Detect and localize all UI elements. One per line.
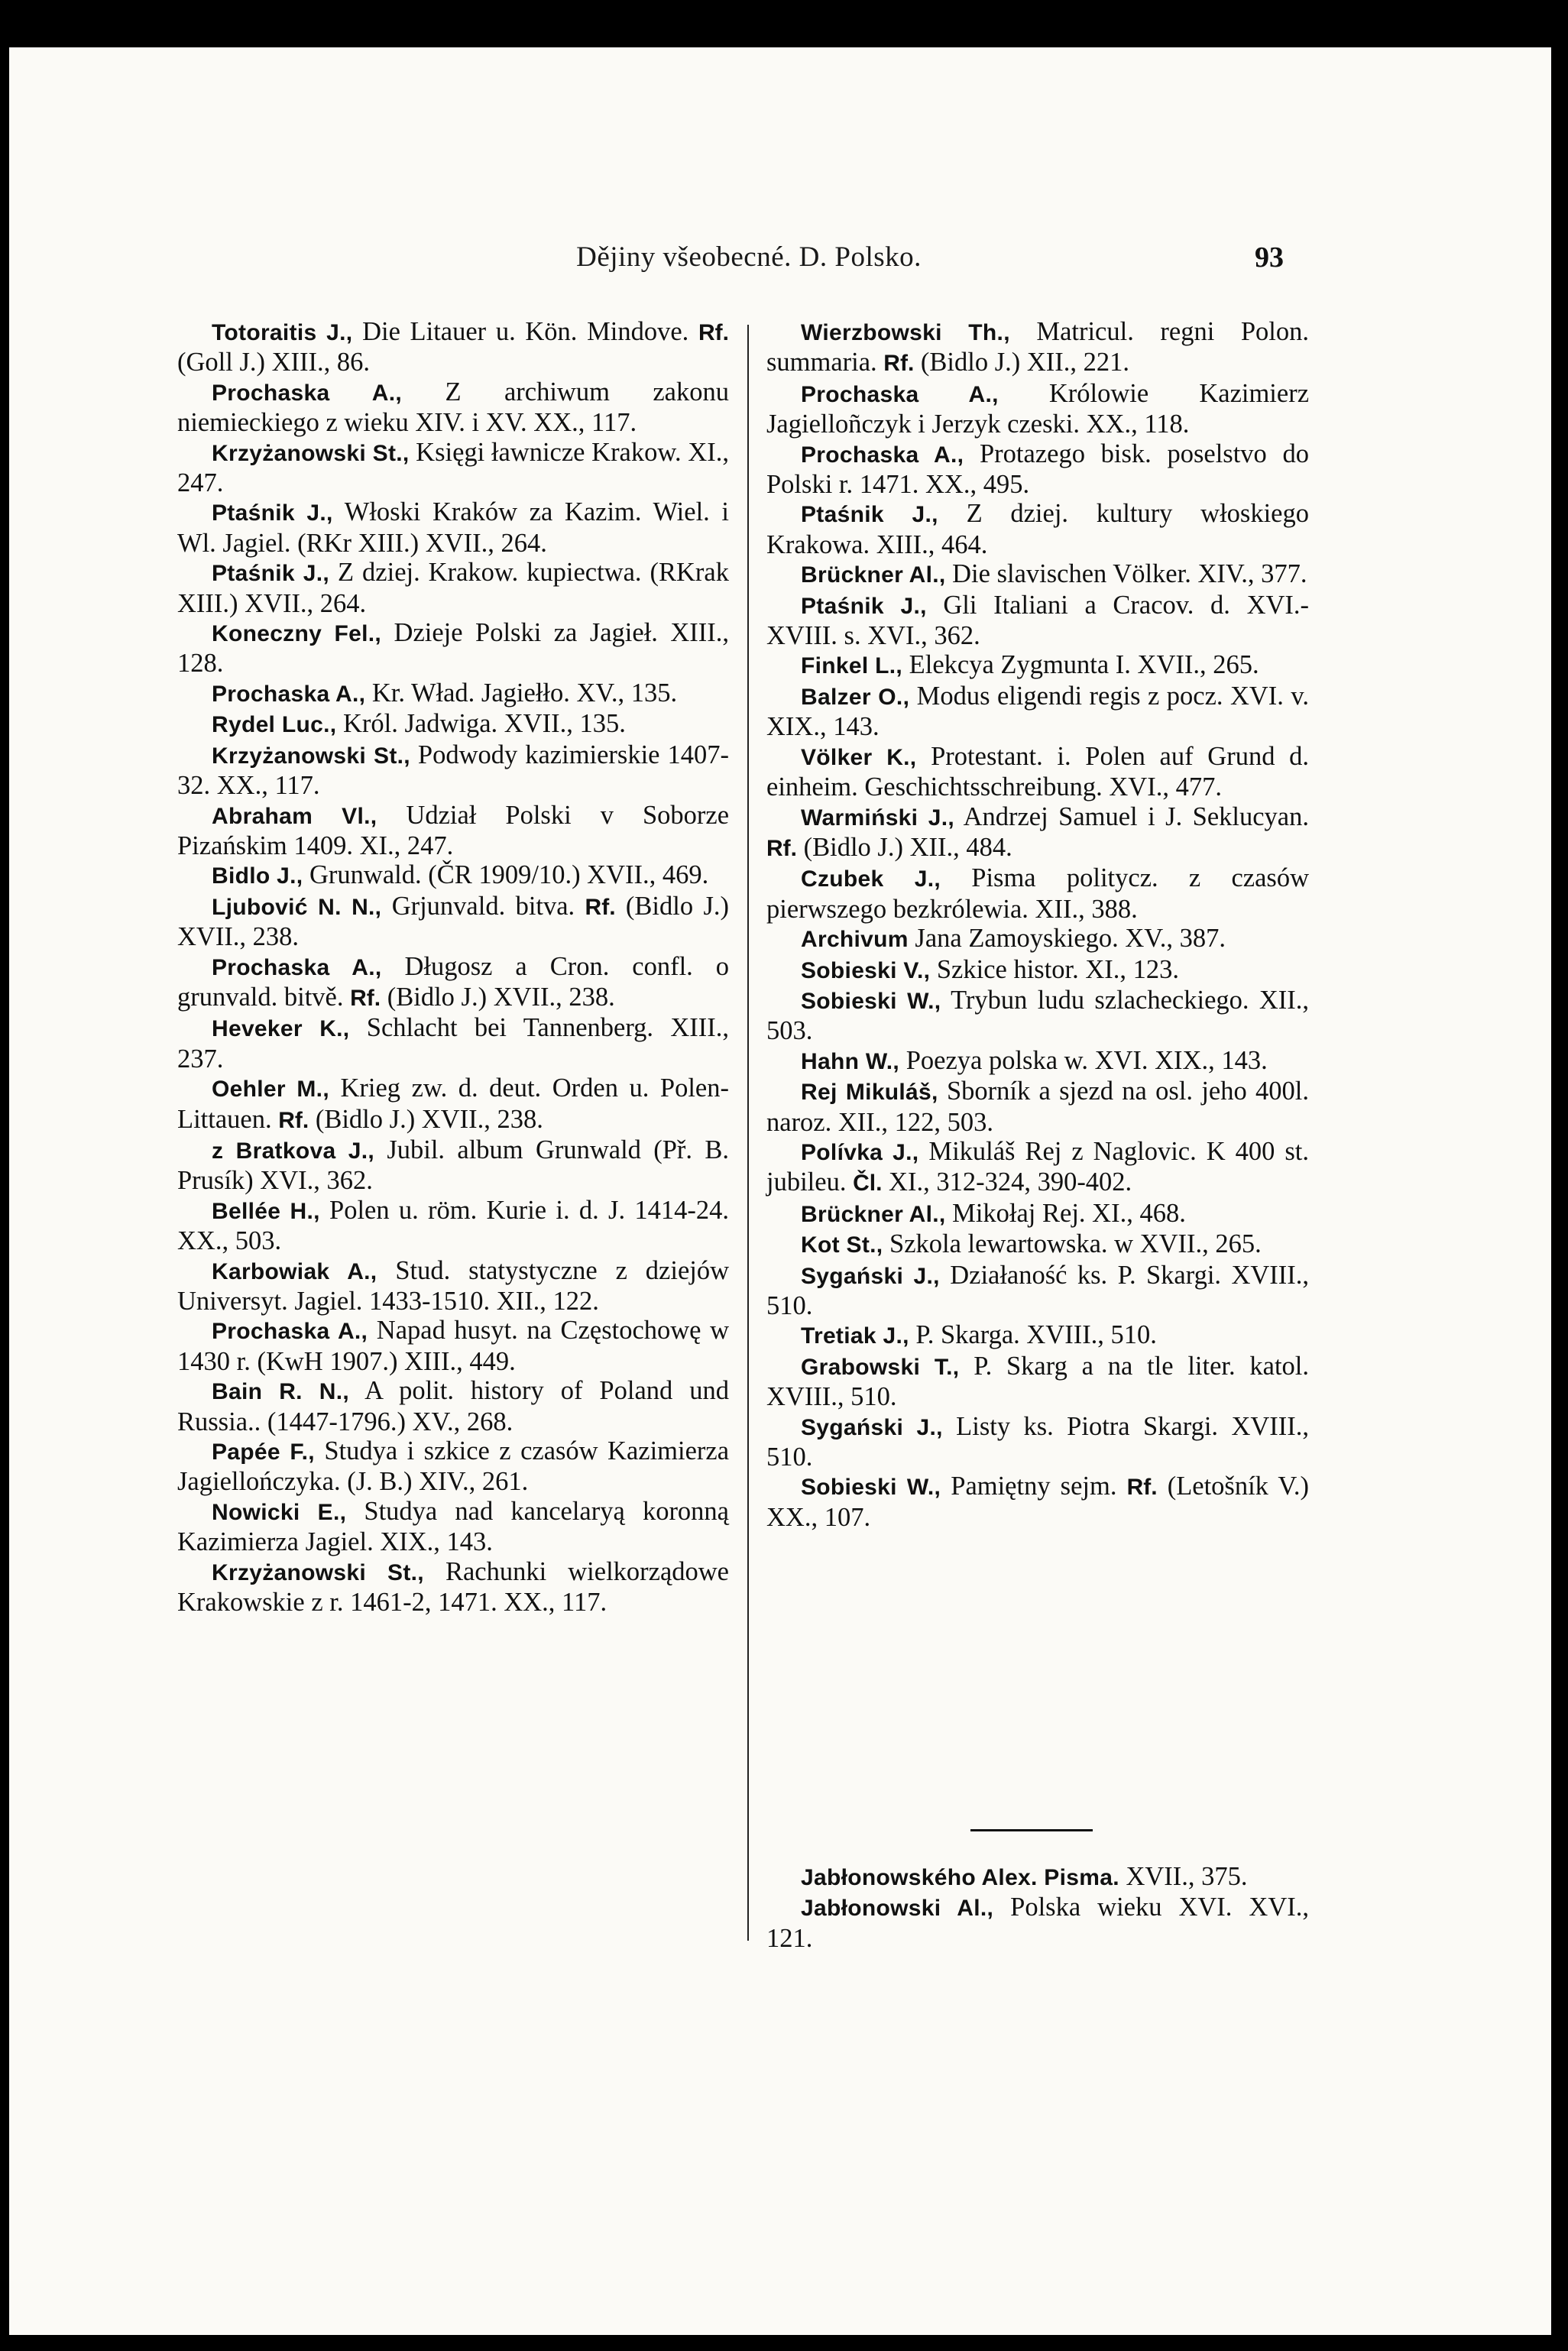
entry-text: Poezya polska w. XVI. XIX., 143. bbox=[899, 1045, 1268, 1075]
entry-author: Ptaśnik J., bbox=[801, 593, 927, 619]
entry-author: Oehler M., bbox=[212, 1077, 329, 1103]
bibliography-entry bbox=[177, 438, 729, 498]
entry-ref-mark: Rf. bbox=[766, 835, 797, 861]
entry-text: P. Skarga. XVIII., 510. bbox=[909, 1320, 1157, 1350]
entry-text: Stud. statystyczne z dziejów Universyt. Jagiel. 1433-1510. XII., 122. bbox=[177, 1255, 730, 1316]
entry-author: Heveker K., bbox=[212, 1016, 350, 1042]
entry-ref-mark: Rf. bbox=[883, 351, 915, 377]
page-number: 93 bbox=[1255, 241, 1284, 274]
entry-text-rest: (Letošník V.) XX., 107. bbox=[766, 1472, 1309, 1532]
entry-author: Polívka J., bbox=[801, 1139, 919, 1165]
bibliography-entry bbox=[766, 1893, 1309, 1953]
bibliography-entry bbox=[766, 1077, 1309, 1137]
entry-author: Bidlo J., bbox=[212, 863, 303, 889]
bibliography-entry bbox=[766, 1046, 1309, 1077]
entry-text: Dzieje Polski za Jagieł. XIII., 128. bbox=[177, 618, 729, 678]
entry-text: Modus eligendi regis z pocz. XVI. v. XIX., 143. bbox=[766, 681, 1309, 742]
bibliography-entry bbox=[177, 1196, 729, 1256]
entry-text: Sborník a sjezd na osl. jeho 400l. naroz. XII., 122, 503. bbox=[766, 1077, 1309, 1137]
entry-text: Andrzej Samuel i J. Seklucyan. bbox=[954, 801, 1309, 831]
bibliography-entry bbox=[177, 618, 729, 678]
bibliography-entry bbox=[177, 497, 729, 558]
bibliography-entry bbox=[766, 863, 1309, 924]
entry-text: Gli Italiani a Cracov. d. XVI.-XVIII. s. XVI., 362. bbox=[766, 590, 1309, 651]
entry-author: Krzyżanowski St., bbox=[212, 440, 410, 466]
entry-text: Trybun ludu szlacheckiego. XII., 503. bbox=[766, 985, 1309, 1046]
entry-ref-mark: Rf. bbox=[1126, 1475, 1158, 1501]
entry-author: Wierzbowski Th., bbox=[801, 320, 1010, 345]
entry-author: Sygański J., bbox=[801, 1263, 940, 1289]
entry-author: Karbowiak A., bbox=[212, 1258, 377, 1284]
entry-author: Prochaska A., bbox=[212, 380, 403, 406]
bibliography-entry bbox=[177, 1436, 729, 1497]
entry-author: z Bratkova J., bbox=[212, 1138, 375, 1164]
bibliography-entry bbox=[177, 892, 729, 952]
bibliography-entry bbox=[766, 1261, 1309, 1321]
entry-text: Studya i szkice z czasów Kazimierza Jagiellończyka. (J. B.) XIV., 261. bbox=[177, 1436, 730, 1497]
entry-text: Z dziej. kultury włoskiego Krakowa. XIII., 464. bbox=[766, 499, 1309, 559]
entry-author: Archivum bbox=[801, 927, 909, 953]
bibliography-entry bbox=[766, 802, 1309, 864]
entry-text: Krieg zw. d. deut. Orden u. Polen-Littauen. bbox=[177, 1073, 729, 1134]
entry-author: Tretiak J., bbox=[801, 1323, 909, 1349]
entry-text: Die slavischen Völker. XIV., 377. bbox=[945, 559, 1307, 589]
entry-text: Z dziej. Krakow. kupiectwa. (RKrak XIII.) XVII., 264. bbox=[177, 558, 729, 618]
bibliography-entry bbox=[766, 317, 1309, 379]
entry-author: Nowicki E., bbox=[212, 1499, 347, 1525]
bibliography-entry bbox=[766, 591, 1309, 651]
entry-author: Krzyżanowski St., bbox=[212, 1559, 424, 1585]
entry-text-rest: (Bidlo J.) XVII., 238. bbox=[381, 982, 615, 1012]
bibliography-entry bbox=[766, 682, 1309, 742]
entry-author: Prochaska A., bbox=[212, 954, 382, 980]
bibliography-entry bbox=[766, 650, 1309, 681]
bibliography-entry bbox=[766, 1862, 1309, 1893]
entry-text: Protazego bisk. poselstvo do Polski r. 1471. XX., 495. bbox=[766, 439, 1310, 500]
entry-text: Napad husyt. na Częstochowę w 1430 r. (KwH 1907.) XIII., 449. bbox=[177, 1316, 729, 1376]
after-rule-entries bbox=[766, 1862, 1309, 1953]
entry-author: Sobieski W., bbox=[801, 1475, 941, 1501]
bibliography-entry bbox=[177, 1376, 729, 1436]
entry-text-rest: (Goll J.) XIII., 86. bbox=[177, 348, 370, 377]
entry-text: Jubil. album Grunwald (Př. B. Prusík) XVI., 362. bbox=[177, 1135, 729, 1196]
bibliography-entry bbox=[766, 1229, 1309, 1260]
entry-text: Z archiwum zakonu niemieckiego z wieku XIV. i XV. XX., 117. bbox=[177, 377, 729, 438]
entry-author: Rydel Luc., bbox=[212, 712, 337, 738]
entry-text: Polen u. röm. Kurie i. d. J. 1414-24. XX., 503. bbox=[177, 1195, 730, 1256]
entry-author: Jabłonowski Al., bbox=[801, 1896, 994, 1922]
page-header bbox=[0, 241, 1568, 279]
entry-author: Völker K., bbox=[801, 744, 917, 770]
bibliography-entry bbox=[766, 1472, 1309, 1532]
bibliography-entry bbox=[766, 1199, 1309, 1229]
bibliography-entry bbox=[177, 801, 729, 861]
entry-author: Prochaska A., bbox=[801, 442, 964, 468]
bibliography-entry bbox=[177, 1013, 729, 1073]
entry-text: Podwody kazimierskie 1407-32. XX., 117. bbox=[177, 740, 729, 801]
entry-text: Studya nad kancelaryą koronną Kazimierza Jagiel. XIX., 143. bbox=[177, 1496, 729, 1557]
entry-author: Rej Mikuláš, bbox=[801, 1080, 938, 1106]
entry-author: Krzyżanowski St., bbox=[212, 743, 410, 769]
bibliography-entry bbox=[766, 499, 1309, 559]
bibliography-entry bbox=[177, 1557, 729, 1618]
bibliography-entry bbox=[766, 924, 1309, 954]
entry-text: Rachunki wielkorządowe Krakowskie z r. 1461-2, 1471. XX., 117. bbox=[177, 1556, 729, 1618]
bibliography-entry bbox=[177, 1316, 729, 1376]
entry-author: Jabłonowského Alex. Pisma. bbox=[801, 1865, 1119, 1890]
bibliography-entry bbox=[177, 860, 729, 891]
entry-text: Pamiętny sejm. bbox=[941, 1472, 1127, 1501]
bibliography-entry bbox=[766, 379, 1309, 439]
entry-text: Die Litauer u. Kön. Mindove. bbox=[352, 317, 698, 346]
entry-author: Brückner Al., bbox=[801, 562, 946, 588]
entry-author: Warmiński J., bbox=[801, 805, 955, 831]
entry-text: Działaność ks. P. Skargi. XVIII., 510. bbox=[766, 1260, 1309, 1320]
bibliography-entry bbox=[766, 742, 1309, 802]
entry-text-rest: (Bidlo J.) XII., 484. bbox=[797, 832, 1012, 862]
entry-text: Matricul. regni Polon. summaria. bbox=[766, 317, 1309, 377]
entry-ref-mark: Čl. bbox=[853, 1171, 883, 1197]
entry-text: Pisma politycz. z czasów pierwszego bezkrólewia. XII., 388. bbox=[766, 863, 1309, 924]
right-column bbox=[766, 317, 1309, 1532]
entry-text: Król. Jadwiga. XVII., 135. bbox=[336, 709, 626, 739]
entry-author: Czubek J., bbox=[801, 866, 941, 892]
entry-text: Mikuláš Rej z Naglovic. K 400 st. jubileu. bbox=[766, 1136, 1309, 1197]
bibliography-entry bbox=[177, 1073, 729, 1135]
entry-text: Księgi ławnicze Krakow. XI., 247. bbox=[177, 437, 729, 498]
entry-text: Elekcya Zygmunta I. XVII., 265. bbox=[902, 650, 1259, 680]
entry-ref-mark: Rf. bbox=[350, 985, 381, 1011]
column-divider bbox=[747, 325, 749, 1941]
entry-text: A polit. history of Poland und Russia.. (1447-1796.) XV., 268. bbox=[177, 1376, 729, 1436]
entry-author: Sobieski V., bbox=[801, 957, 931, 983]
entry-author: Koneczny Fel., bbox=[212, 621, 382, 647]
bibliography-entry bbox=[766, 1412, 1309, 1472]
bibliography-entry bbox=[177, 1135, 729, 1196]
bibliography-entry bbox=[766, 986, 1309, 1046]
entry-text: Kr. Wład. Jagiełło. XV., 135. bbox=[365, 678, 678, 708]
entry-author: Balzer O., bbox=[801, 684, 910, 710]
entry-text: Długosz a Cron. confl. o grunvald. bitvě. bbox=[177, 951, 729, 1012]
entry-text: Mikołaj Rej. XI., 468. bbox=[945, 1198, 1186, 1228]
bibliography-entry bbox=[177, 1256, 729, 1316]
entry-text: Protestant. i. Polen auf Grund d. einheim. Geschichtsschreibung. XVI., 477. bbox=[766, 741, 1309, 802]
bibliography-entry bbox=[177, 709, 729, 740]
entry-text: Włoski Kraków za Kazim. Wiel. i Wl. Jagiel. (RKr XIII.) XVII., 264. bbox=[177, 497, 729, 558]
entry-author: Ptaśnik J., bbox=[801, 502, 938, 528]
entry-ref-mark: Rf. bbox=[278, 1107, 309, 1133]
running-title: Dějiny všeobecné. D. Polsko. bbox=[576, 241, 922, 273]
entry-author: Bain R. N., bbox=[212, 1379, 350, 1405]
entry-author: Totoraitis J., bbox=[212, 320, 353, 345]
bibliography-entry bbox=[766, 439, 1309, 500]
entry-author: Brückner Al., bbox=[801, 1201, 946, 1227]
bibliography-entry bbox=[177, 678, 729, 709]
entry-text: P. Skarg a na tle liter. katol. XVIII., 510. bbox=[766, 1351, 1309, 1412]
entry-author: Sobieski W., bbox=[801, 988, 941, 1014]
entry-author: Prochaska A., bbox=[801, 381, 999, 407]
bibliography-entry bbox=[177, 377, 729, 438]
bibliography-entry bbox=[766, 955, 1309, 986]
bibliography-entry bbox=[766, 1320, 1309, 1351]
entry-author: Sygański J., bbox=[801, 1414, 943, 1440]
bibliography-entry bbox=[177, 1497, 729, 1557]
entry-author: Prochaska A., bbox=[212, 681, 366, 707]
entry-text-rest: (Bidlo J.) XVII., 238. bbox=[177, 891, 729, 952]
entry-ref-mark: Rf. bbox=[585, 894, 616, 920]
entry-author: Ptaśnik J., bbox=[212, 561, 330, 587]
bibliography-entry bbox=[766, 1137, 1309, 1199]
entry-text: Polska wieku XVI. XVI., 121. bbox=[766, 1893, 1309, 1953]
entry-author: Finkel L., bbox=[801, 653, 903, 679]
entry-author: Bellée H., bbox=[212, 1198, 320, 1224]
entry-author: Abraham Vl., bbox=[212, 803, 377, 829]
bibliography-entry bbox=[177, 558, 729, 618]
entry-text: Udział Polski v Soborze Pizańskim 1409. XI., 247. bbox=[177, 800, 730, 860]
entry-text: XVII., 375. bbox=[1119, 1862, 1248, 1891]
entry-text-rest: XI., 312-324, 390-402. bbox=[882, 1167, 1132, 1197]
bibliography-entry bbox=[177, 740, 729, 801]
entry-author: Kot St., bbox=[801, 1232, 883, 1258]
entry-text-rest: (Bidlo J.) XII., 221. bbox=[914, 348, 1130, 377]
entry-author: Papée F., bbox=[212, 1439, 315, 1465]
entry-text: Szkice histor. XI., 123. bbox=[930, 954, 1180, 984]
bibliography-entry bbox=[766, 1352, 1309, 1412]
bibliography-entry bbox=[766, 559, 1309, 590]
entry-author: Prochaska A., bbox=[212, 1319, 368, 1345]
entry-author: Ljubović N. N., bbox=[212, 894, 382, 920]
entry-author: Ptaśnik J., bbox=[212, 500, 333, 526]
entry-text-rest: (Bidlo J.) XVII., 238. bbox=[309, 1104, 543, 1134]
entry-text: Jana Zamoyskiego. XV., 387. bbox=[908, 924, 1226, 954]
entry-author: Grabowski T., bbox=[801, 1354, 960, 1380]
entry-text: Listy ks. Piotra Skargi. XVIII., 510. bbox=[766, 1411, 1309, 1472]
bibliography-entry bbox=[177, 952, 729, 1014]
entry-text: Schlacht bei Tannenberg. XIII., 237. bbox=[177, 1013, 730, 1073]
entry-ref-mark: Rf. bbox=[698, 320, 729, 345]
entry-author: Hahn W., bbox=[801, 1048, 900, 1074]
bibliography-entry bbox=[177, 317, 729, 377]
entry-text: Grjunvald. bitva. bbox=[381, 891, 585, 921]
section-separator bbox=[970, 1829, 1093, 1831]
left-column bbox=[177, 317, 729, 1617]
entry-text: Grunwald. (ČR 1909/10.) XVII., 469. bbox=[303, 860, 709, 890]
entry-text: Królowie Kazimierz Jagielloñczyk i Jerzyk czeski. XX., 118. bbox=[766, 378, 1310, 439]
entry-text: Szkola lewartowska. w XVII., 265. bbox=[883, 1229, 1262, 1259]
